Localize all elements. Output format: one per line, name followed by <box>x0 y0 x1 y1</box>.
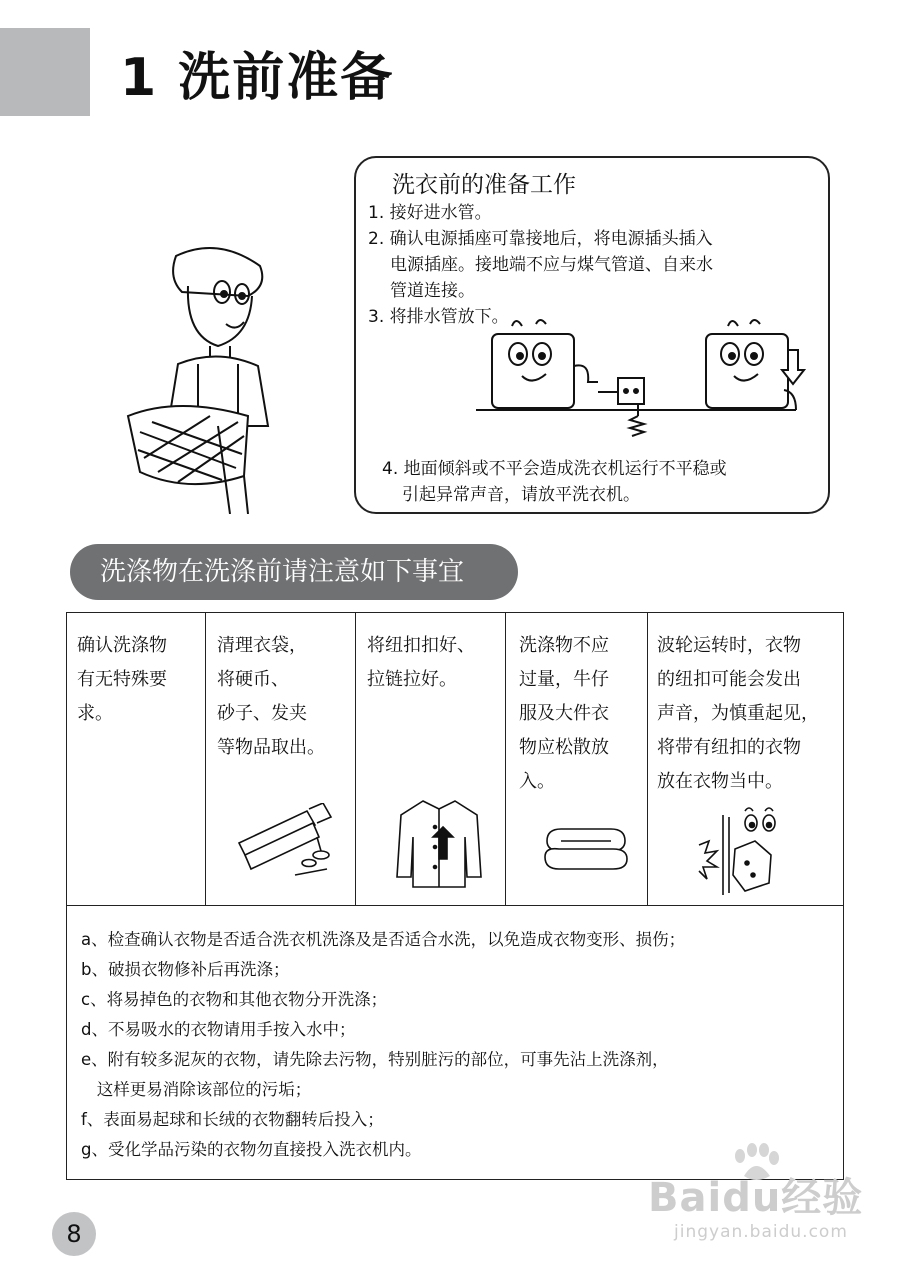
note-cell-fasten-buttons: 将纽扣扣好、 拉链拉好。 <box>367 635 475 690</box>
rule-item: b、破损衣物修补后再洗涤； <box>81 960 290 979</box>
prep-step-2: 2. 确认电源插座可靠接地后，将电源插头插入 <box>368 229 713 249</box>
rule-item: e、附有较多泥灰的衣物，请先除去污物，特别脏污的部位，可事先沾上洗涤剂， <box>81 1050 669 1069</box>
section-heading: 洗涤物在洗涤前请注意如下事宜 <box>70 544 518 600</box>
rule-item: f、表面易起球和长绒的衣物翻转后投入； <box>81 1110 384 1129</box>
woman-laundry-illustration <box>118 236 278 514</box>
shirt-icon <box>393 797 485 893</box>
rule-item: c、将易掉色的衣物和其他衣物分开洗涤； <box>81 990 388 1009</box>
pocket-coins-icon <box>235 803 339 887</box>
prep-step-1: 1. 接好进水管。 <box>368 203 492 223</box>
column-divider <box>647 613 648 905</box>
prep-step-4-cont: 引起异常声音，请放平洗衣机。 <box>402 485 640 505</box>
page-title: 1 洗前准备 <box>120 48 395 108</box>
rule-item: 这样更易消除该部位的污垢； <box>81 1080 312 1099</box>
prep-step-3: 3. 将排水管放下。 <box>368 307 509 327</box>
folded-clothes-icon <box>541 819 631 883</box>
column-divider <box>355 613 356 905</box>
rule-item: a、检查确认衣物是否适合洗衣机洗涤及是否适合水洗，以免造成衣物变形、损伤； <box>81 930 686 949</box>
rule-item: d、不易吸水的衣物请用手按入水中； <box>81 1020 356 1039</box>
note-cell-empty-pockets: 清理衣袋， 将硬币、 砂子、发夹 等物品取出。 <box>217 635 325 758</box>
watermark-url: jingyan.baidu.com <box>674 1222 848 1242</box>
note-cell-button-noise: 波轮运转时，衣物 的纽扣可能会发出 声音，为慎重起见， 将带有纽扣的衣物 放在衣物当中。 <box>657 635 819 792</box>
prep-step-2-cont: 电源插座。接地端不应与煤气管道、自来水 <box>390 255 713 275</box>
preparation-title: 洗衣前的准备工作 <box>392 172 576 198</box>
rule-item: g、受化学品污染的衣物勿直接投入洗衣机内。 <box>81 1140 422 1159</box>
preparation-box <box>354 156 830 514</box>
baidu-watermark <box>640 1146 870 1256</box>
column-divider <box>205 613 206 905</box>
gray-tab-decor <box>0 28 90 116</box>
prep-step-2-end: 管道连接。 <box>390 281 475 301</box>
column-divider <box>505 613 506 905</box>
washer-tub-icon <box>695 805 795 901</box>
note-cell-special-requirements: 确认洗涤物 有无特殊要 求。 <box>77 635 167 724</box>
note-cell-do-not-overload: 洗涤物不应 过量，牛仔 服及大件衣 物应松散放 入。 <box>519 635 609 792</box>
page-number: 8 <box>52 1212 96 1256</box>
rules-list <box>81 925 685 1165</box>
row-divider <box>67 905 843 906</box>
notes-table <box>66 612 844 1180</box>
washing-machine-illustration <box>466 316 806 446</box>
watermark-logo: Baidu经验 <box>648 1175 864 1221</box>
prep-step-4: 4. 地面倾斜或不平会造成洗衣机运行不平稳或 <box>382 459 727 479</box>
